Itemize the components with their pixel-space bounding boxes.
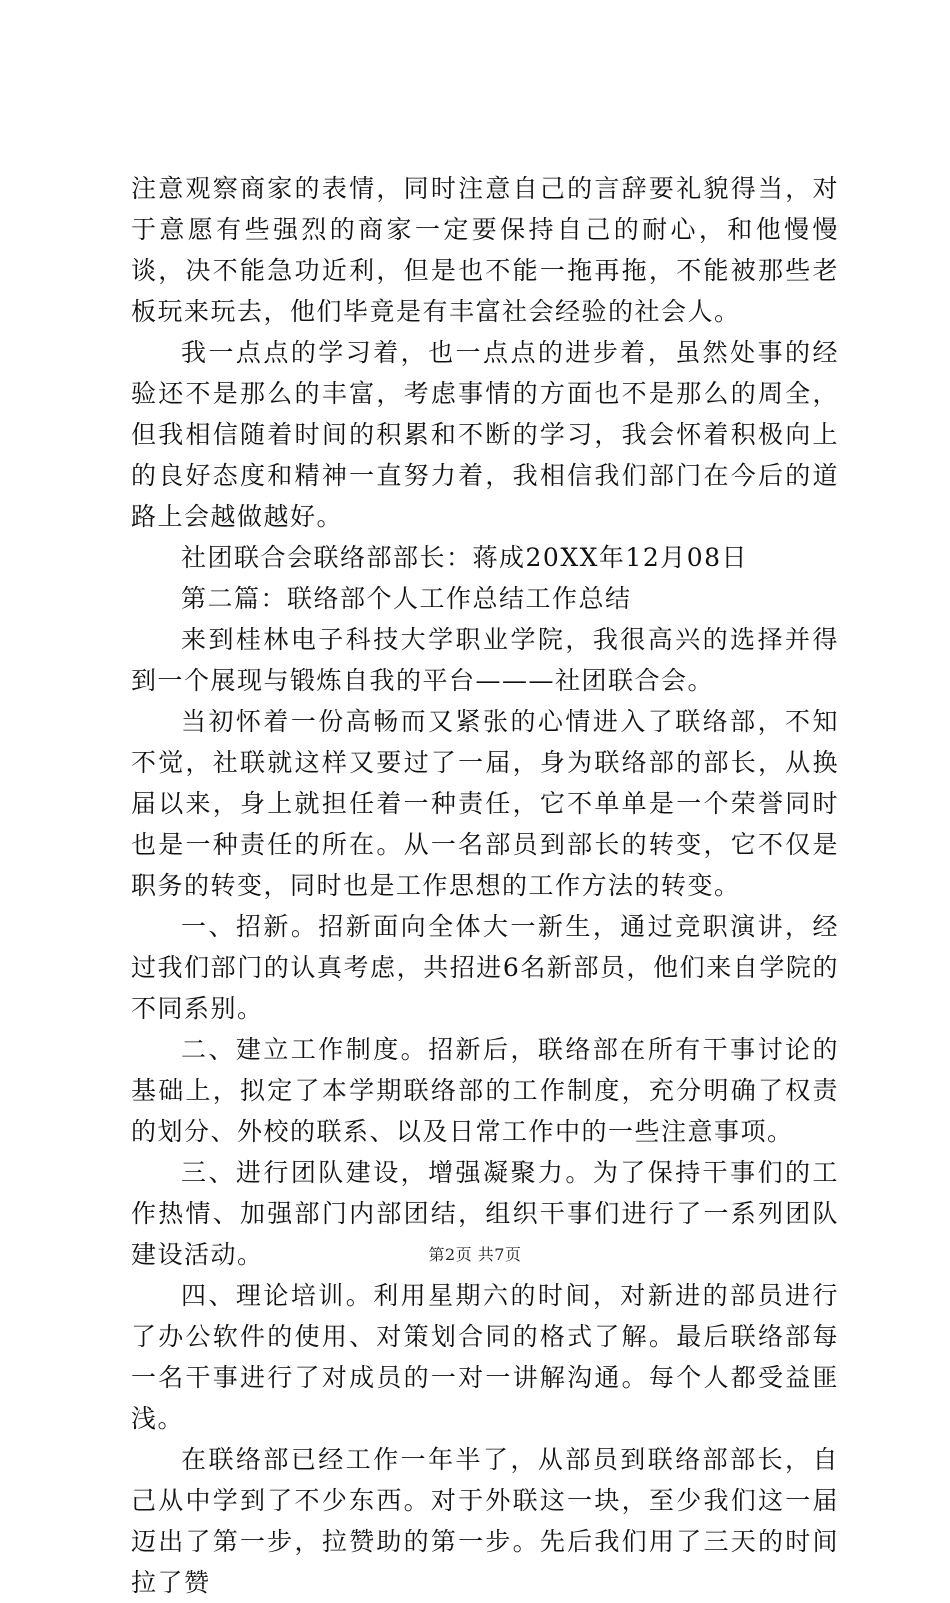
paragraph-role: 当初怀着一份高畅而又紧张的心情进入了联络部，不知不觉，社联就这样又要过了一届，身为联络部的部长，从换届以来，身上就担任着一种责任，它不单单是一个荣誉同时也是一种责任的所在。从一名部员到部长的转变，它不仅是职务的转变，同时也是工作思想的工作方法的转变。 <box>131 707 839 900</box>
item-recruitment: 一、招新。招新面向全体大一新生，通过竞职演讲，经过我们部门的认真考虑，共招进6名新部员，他们来自学院的不同系别。 <box>131 912 839 1023</box>
document-body <box>131 168 839 1603</box>
paragraph-2: 我一点点的学习着，也一点点的进步着，虽然处事的经验还不是那么的丰富，考虑事情的方面也不是那么的周全，但我相信随着时间的积累和不断的学习，我会怀着积极向上的良好态度和精神一直努力着，我相信我们部门在今后的道路上会越做越好。 <box>131 338 839 531</box>
section-heading: 第二篇：联络部个人工作总结工作总结 <box>181 584 632 613</box>
paragraph-1: 注意观察商家的表情，同时注意自己的言辞要礼貌得当，对于意愿有些强烈的商家一定要保持自己的耐心，和他慢慢谈，决不能急功近利，但是也不能一拖再拖，不能被那些老板玩来玩去，他们毕竟是有丰富社会经验的社会人。 <box>131 174 839 326</box>
paragraph-intro: 来到桂林电子科技大学职业学院，我很高兴的选择并得到一个展现与锻炼自我的平台———社团联合会。 <box>131 625 839 695</box>
paragraph-reflection: 在联络部已经工作一年半了，从部员到联络部部长，自己从中学到了不少东西。对于外联这一块，至少我们这一届迈出了第一步，拉赞助的第一步。先后我们用了三天的时间拉了赞 <box>131 1445 839 1597</box>
item-team-building: 三、进行团队建设，增强凝聚力。为了保持干事们的工作热情、加强部门内部团结，组织干事们进行了一系列团队建设活动。 <box>131 1158 839 1269</box>
item-work-system: 二、建立工作制度。招新后，联络部在所有干事讨论的基础上，拟定了本学期联络部的工作制度，充分明确了权责的划分、外校的联系、以及日常工作中的一些注意事项。 <box>131 1035 839 1146</box>
item-training: 四、理论培训。利用星期六的时间，对新进的部员进行了办公软件的使用、对策划合同的格式了解。最后联络部每一名干事进行了对成员的一对一讲解沟通。每个人都受益匪浅。 <box>131 1281 839 1433</box>
signature-line: 社团联合会联络部部长：蒋成20XX年12月08日 <box>181 543 749 572</box>
page-number-footer: 第2页 共7页 <box>428 1245 522 1264</box>
